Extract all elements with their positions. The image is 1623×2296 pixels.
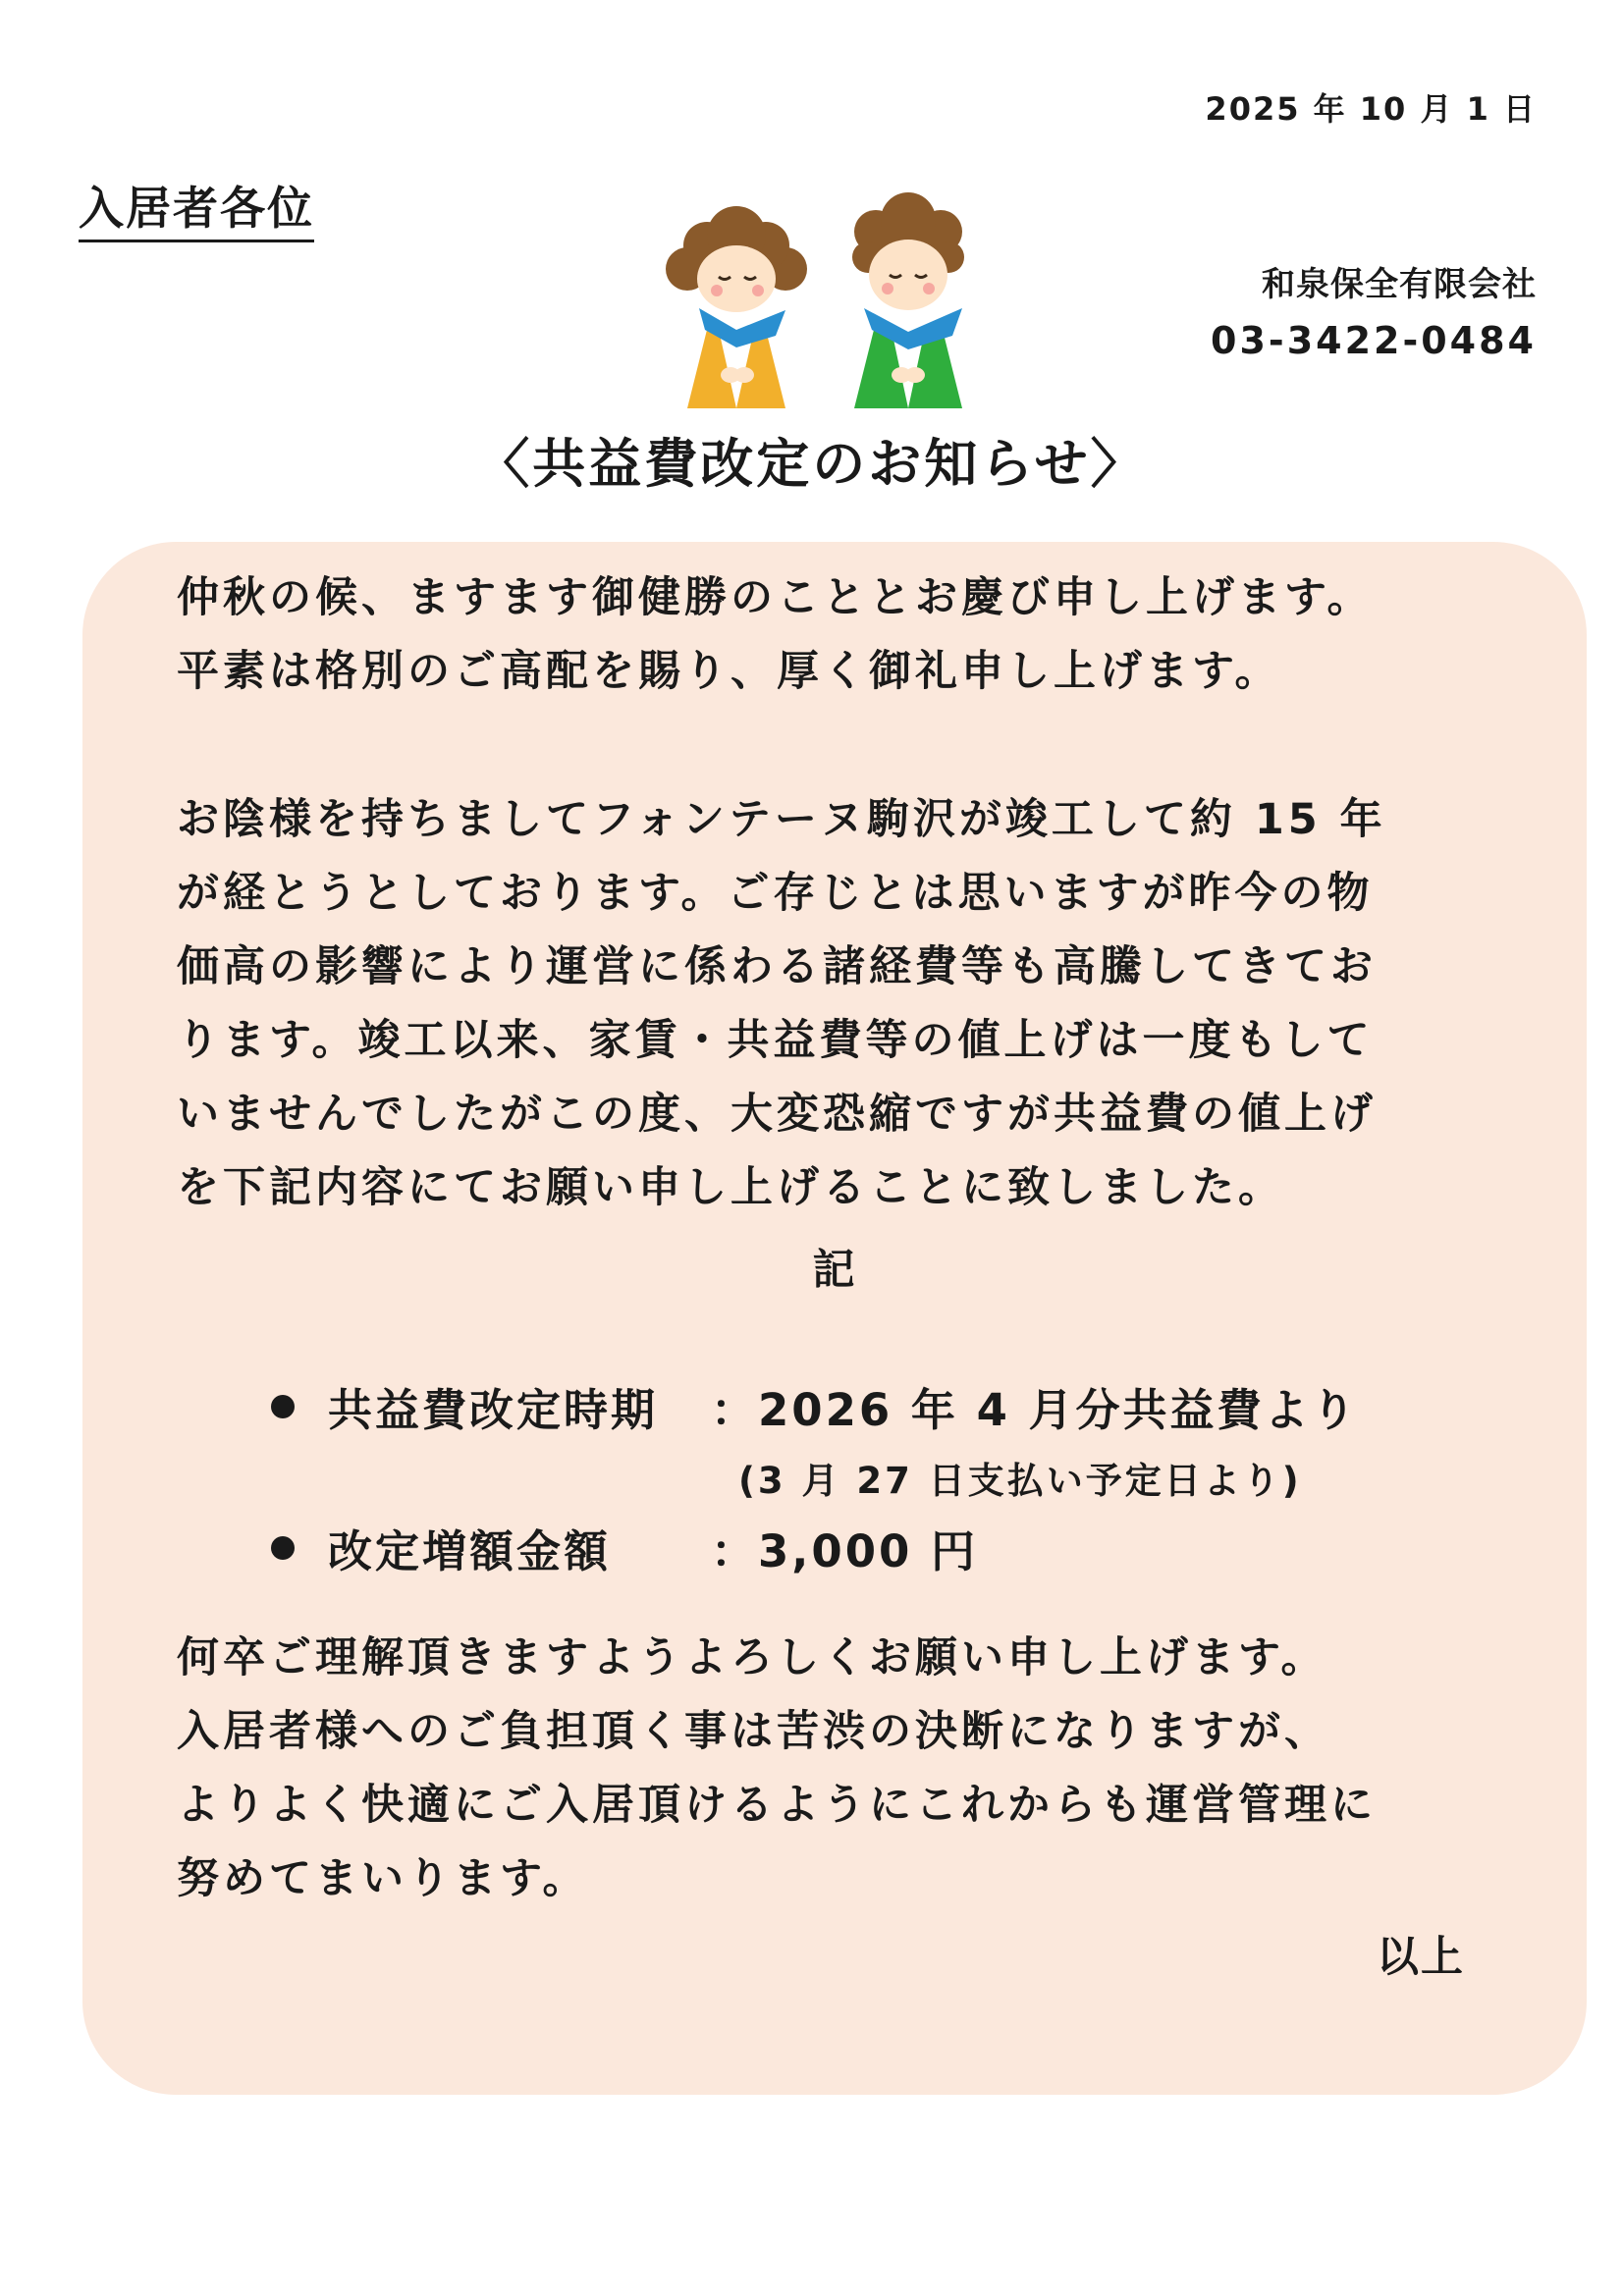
addressee: 入居者各位 <box>79 173 314 242</box>
bowing-girl-icon <box>666 206 807 408</box>
text-line: 価高の影響により運営に係わる諸経費等も高騰してきてお <box>177 942 1377 991</box>
text-line: 平素は格別のご高配を賜り、厚く御礼申し上げます。 <box>177 647 1281 696</box>
explanation-paragraph <box>177 783 1492 1225</box>
bowing-couple-illustration <box>658 183 992 418</box>
item-value: ：2026 年 4 月分共益費より <box>711 1384 1359 1436</box>
closing-word: 以上 <box>1377 1933 1465 1982</box>
item-value: ：3,000 円 <box>711 1525 979 1577</box>
item-note: (3 月 27 日支払い予定日より) <box>738 1460 1302 1502</box>
greeting-paragraph <box>177 561 1492 709</box>
bullet-icon <box>271 1536 295 1560</box>
revision-date-item <box>271 1374 1359 1438</box>
text-line: いませんでしたがこの度、大変恐縮ですが共益費の値上げ <box>177 1090 1377 1139</box>
issue-date: 2025 年 10 月 1 日 <box>1205 90 1537 128</box>
bowing-boy-icon <box>852 192 964 408</box>
item-label: 共益費改定時期 <box>328 1384 659 1436</box>
text-line: が経とうとしております。ご存じとは思いますが昨今の物 <box>177 869 1374 918</box>
notice-body-panel <box>82 542 1587 2095</box>
item-label: 改定増額金額 <box>328 1525 612 1577</box>
text-line: よりよく快適にご入居頂けるようにこれからも運営管理に <box>177 1781 1377 1830</box>
text-line: 何卒ご理解頂きますようよろしくお願い申し上げます。 <box>177 1633 1327 1682</box>
text-line: お陰様を持ちましてフォンテーヌ駒沢が竣工して約 15 年 <box>177 795 1386 844</box>
ki-heading: 記 <box>812 1246 857 1295</box>
text-line: 入居者様へのご負担頂く事は苦渋の決断になりますが、 <box>177 1707 1330 1756</box>
increase-amount-item <box>271 1516 978 1579</box>
company-phone: 03-3422-0484 <box>1211 319 1537 362</box>
bullet-icon <box>271 1395 295 1418</box>
text-line: 努めてまいります。 <box>177 1854 589 1903</box>
closing-paragraph <box>177 1622 1492 1916</box>
company-block <box>1211 257 1537 362</box>
text-line: ります。竣工以来、家賃・共益費等の値上げは一度もして <box>177 1016 1374 1065</box>
company-name: 和泉保全有限会社 <box>1262 265 1537 304</box>
text-line: を下記内容にてお願い申し上げることに致しました。 <box>177 1163 1284 1212</box>
notice-title: 〈共益費改定のお知らせ〉 <box>476 433 1147 495</box>
text-line: 仲秋の候、ますます御健勝のこととお慶び申し上げます。 <box>177 573 1374 622</box>
